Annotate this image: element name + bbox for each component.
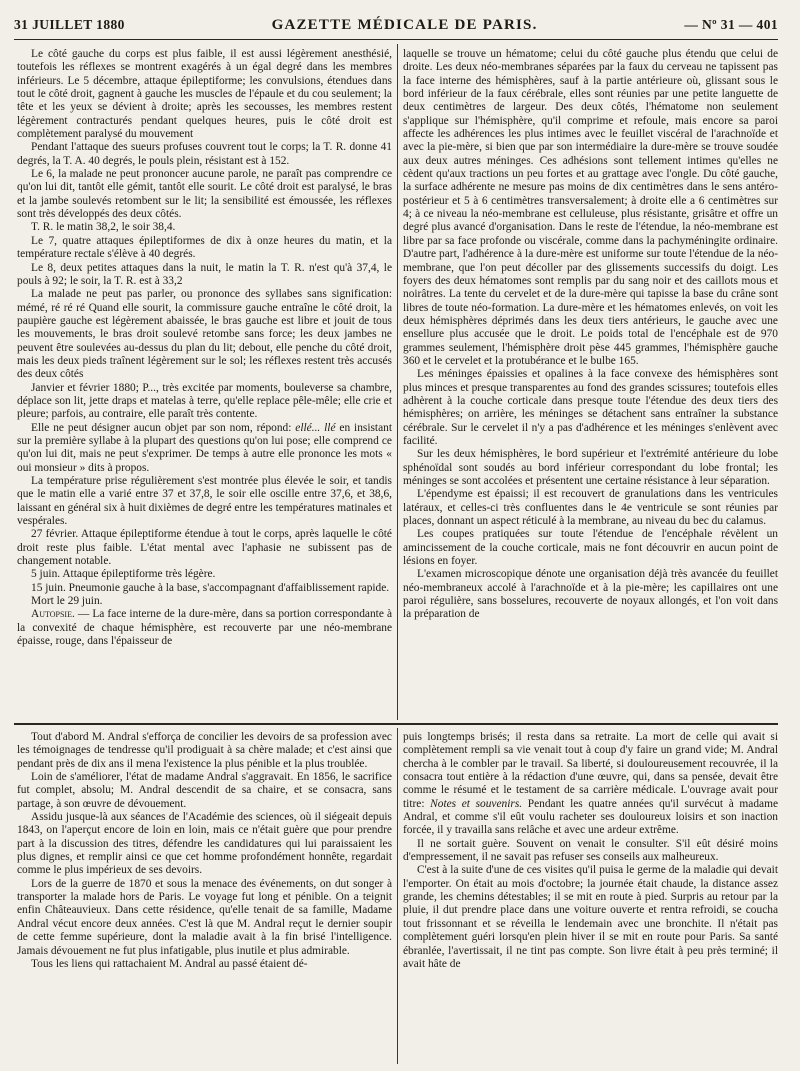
paragraph: Tous les liens qui rattachaient M. Andral au passé étaient dé- — [31, 957, 308, 970]
column-top-right — [403, 48, 778, 716]
paragraph: Janvier et février 1880; P..., très excitée par moments, bouleverse sa chambre, déplace son lit, jette draps et matelas à terre, qu'elle replace pêle-mêle; elle crie et pleure; parfois, au contraire, elle paraît très contente. — [17, 381, 392, 421]
text-span: puis longtemps brisés; il resta dans sa retraite. La mort de celle qui avait si complètement rempli sa vie venait tout à coup d'y faire un grand vide; M. Andral chercha à le combler par le travail. Sa liberté, si douloureusement recouvrée, il la consacra tout entière à la rédaction d'une œuvre, qui, dans sa pensée, devait être comme le résumé et le testament de sa carrière médicale. L'ouvrage avait pour titre: — [403, 731, 778, 810]
paragraph: laquelle se trouve un hématome; celui du côté gauche plus étendu que celui de droite. Les deux néo-membranes séparées par la faux du cerveau ne tapissent pas la face interne des hémisphères, sauf à la partie antérieure où, glissant sous le bord inférieur de la faux cérébrale, elles sont réunies par une petite languette de deux centimètres de largeur. Des deux côtés, l'hématome non seulement s'applique sur l'hémisphère, qu'il comprime et refoule, mais encore sa paroi affecte les adhérences les plus intimes avec le feuillet viscéral de l'arachnoïde et avec la pie-mère, si bien que par son intermédiaire la dure-mère se trouve soudée aux deux autres méninges. Ces adhésions sont tellement intimes qu'elles ne cèdent qu'aux tractions un peu fortes et au grattage avec l'ongle. Du côté gauche, la surface adhérente ne mesure pas moins de dix centimètres dans le sens antéro-postérieur et 5 à 6 centimètres transversalement; à droite elle a 6 centimètres sur 4; à ce niveau la néo-membrane est celluleuse, plus résistante, grisâtre et offre un degré plus avancé d'organisation. Dans le reste de l'étendue, la néo-membrane est libre par sa face profonde ou viscérale, comme dans la pachyméningite ordinaire. D'autre part, l'adhérence à la dure-mère est uniforme sur toute l'étendue de la néo-membrane, que l'on peut décoller par des glissements successifs du doigt. Les foyers des deux hématomes sont remplis par du sang noir et des caillots mous et noirâtres. La tente du cervelet et de la dure-mère qui tapisse la base du crâne sont libres de toute néo-formation. La dure-mère et les hématomes enlevés, on voit les deux hémisphères déprimés dans les deux tiers antérieurs, le gauche avec une ensellure plus accusée que le droit. Le poids total de l'encéphale est de 970 grammes seulement, l'hémisphère droit pèse 445 grammes, l'hémisphère gauche 360 et le cervelet et la protubérance et le bulbe 165. — [403, 48, 778, 367]
paragraph: Pendant l'attaque des sueurs profuses couvrent tout le corps; la T. R. donne 41 degrés, la T. A. 40 degrés, le pouls plein, résistant est à 152. — [17, 141, 392, 167]
paragraph: Lors de la guerre de 1870 et sous la menace des événements, on dut songer à transporter la malade hors de Paris. Le voyage fut long et pénible. On a teignit enfin Châteauvieux. Dans cette résidence, qu'elle tenait de sa famille, Madame Andral vécut encore deux années. C'est là que M. Andral reçut le dernier soupir de cette femme supérieure, dont la maladie avait à la fin brisé l'intelligence. Jamais dévouement ne fut plus infatigable, plus inutile et plus admirable. — [17, 877, 392, 957]
paragraph: Mort le 29 juin. — [31, 595, 103, 608]
book-title: Notes et souvenirs. — [430, 797, 523, 810]
paragraph: Le côté gauche du corps est plus faible, il est aussi légèrement anesthésié, toutefois les réflexes se montrent exagérés à un égal degré dans les membres inférieurs. Le 5 décembre, attaque épileptiforme; les convulsions, étendues dans tout le côté droit, gagnent à gauche les muscles de l'épaule et du cou seulement; la tête et les yeux se dévient à droite; après les secousses, les membres restent légèrement contracturés pendant quelques heures, puis le côté droit est complètement paralysé du mouvement — [17, 48, 392, 141]
paragraph: T. R. le matin 38,2, le soir 38,4. — [31, 221, 176, 234]
section-head: Autopsie. — [31, 608, 75, 621]
issue-date: 31 JUILLET 1880 — [14, 17, 125, 32]
quoted-speech: ellé... llé — [295, 421, 336, 434]
paragraph: Loin de s'améliorer, l'état de madame Andral s'aggravait. En 1856, le sacrifice fut complet, absolu; M. Andral descendit de sa chaire, et se consacra, sans partage, à son œuvre de dévouement. — [17, 771, 392, 810]
column-divider — [397, 728, 398, 1064]
paragraph: C'est à la suite d'une de ces visites qu'il puisa le germe de la maladie qui devait l'emporter. On était au mois d'octobre; la journée était chaude, la distance assez grande, les chemins détestables; il se mit en route à pied. Surpris au retour par la pluie, il dut prendre place dans une voiture ouverte et rentra refroidi, se coucha tout frissonnant et se réveilla le lendemain avec une bronchite. Il n'était pas complètement guéri lorsqu'en plein hiver il se mit en route pour Paris. Sa santé ébranlée, l'avertissait, il ne tint pas compte. Son livre était à peu près terminé; il avait hâte de — [403, 864, 778, 970]
paragraph — [17, 422, 392, 475]
paragraph: Il ne sortait guère. Souvent on venait le consulter. S'il eût désiré moins d'empressement, il ne savait pas refuser ses conseils aux malheureux. — [403, 837, 778, 864]
column-bottom-left — [17, 731, 392, 1061]
paragraph: Sur les deux hémisphères, le bord supérieur et l'extrémité antérieure du lobe sphénoïdal sont soudés au bord inférieur correspondant du lobe frontal; les méninges se sont accolées et présentent une certaine résistance à leur séparation. — [403, 448, 778, 487]
issue-page-number: — Nº 31 — 401 — [684, 17, 778, 32]
paragraph: 15 juin. Pneumonie gauche à la base, s'accompagnant d'affaiblissement rapide. — [31, 581, 390, 594]
paragraph: Les coupes pratiquées sur toute l'étendue de l'encéphale révèlent un amincissement de la couche corticale, mais ne font découvrir en aucun point de lésions en foyer. — [403, 528, 778, 568]
paragraph: Le 6, la malade ne peut prononcer aucune parole, ne paraît pas comprendre ce qu'on lui dit, tantôt elle gémit, tantôt elle sourit. Le côté droit est paralysé, le bras et la jambe soulevés retombent sur le lit; la sensibilité est émoussée, les réflexes sont très développés des deux côtés. — [17, 168, 392, 221]
paragraph: Tout d'abord M. Andral s'efforça de concilier les devoirs de sa profession avec les témoignages de tendresse qu'il prodiguait à sa chère malade; et c'est ainsi que pendant près de dix ans il mena l'existence la plus pénible et la plus troublée. — [17, 731, 392, 770]
paragraph: La malade ne peut pas parler, ou prononce des syllabes sans signification: mémé, ré ré ré Quand elle sourit, la commissure gauche entraîne le côté droit, la paupière gauche est légèrement abaissée, le bras gauche est libre et jouit de tous les mouvements, le bras droit soulevé retombe sans force; les deux jambes ne peuvent être soulevées au-dessus du plan du lit; debout, elle penche du côté droit, mais les deux pieds traînent légèrement sur le sol; les réflexes restent très accusés des deux côtés — [17, 288, 392, 381]
text-span: Elle ne peut désigner aucun objet par son nom, répond: — [31, 421, 296, 434]
paragraph: Les méninges épaissies et opalines à la face convexe des hémisphères sont plus minces et presque transparentes au fond des grandes scissures; toutefois elles adhèrent à la couche corticale dans presque toute l'étendue des deux tiers des hémisphères; on arrière, les méninges se détachent sans entraîner la substance cérébrale. Sur le cervelet il n'y a pas d'adhérence et les méninges s'enlèvent avec facilité. — [403, 368, 778, 447]
column-top-left — [17, 48, 392, 716]
paragraph: L'épendyme est épaissi; il est recouvert de granulations dans les ventricules latéraux, et celles-ci très confluentes dans le 4e ventricule se sont réunies par places, donnant un aspect réticulé à la membrane, au niveau du bec du calamus. — [403, 488, 778, 528]
paragraph — [403, 731, 778, 838]
text-span: Pendant les quatre années qu'il survécut à madame Andral, et comme s'il eût voulu racheter ses douloureux loisirs et son inaction forcée, il y travailla sans relâche et avec une ardeur extrême. — [403, 797, 778, 837]
paragraph: Le 7, quatre attaques épileptiformes de dix à onze heures du matin, et la température rectale s'élève à 40 degrés. — [17, 234, 392, 261]
paragraph: Le 8, deux petites attaques dans la nuit, le matin la T. R. n'est qu'à 37,4, le pouls à 92; le soir, la T. R. est à 33,2 — [17, 261, 392, 287]
paragraph: La température prise régulièrement s'est montrée plus élevée le soir, et tandis que le matin elle a varié entre 37 et 37,8, le soir elle oscille entre 37,6, et 38,6, laissant en général six à huit dixièmes de degré entre les températures matinales et vespérales. — [17, 475, 392, 528]
paragraph: 27 février. Attaque épileptiforme étendue à tout le corps, après laquelle le côté droit reste plus faible. L'état mental avec l'aphasie ne subissent pas de changement notable. — [17, 528, 392, 568]
paragraph: L'examen microscopique dénote une organisation déjà très avancée du feuillet néo-membraneux accolé à l'arachnoïde et à la pie-mère; les capillaires ont une paroi régulière, sans bosselures, recouverte de noyaux allongés, et l'on voit dans la préparation de — [403, 568, 778, 621]
paragraph: 5 juin. Attaque épileptiforme très légère. — [31, 568, 216, 581]
paragraph: Assidu jusque-là aux séances de l'Académie des sciences, où il siégeait depuis 1843, on l'aperçut encore de loin en loin, mais ce n'était guère que pour prendre part à la discussion des titres, défendre les candidatures qui lui paraissaient les plus dignes, et remplir ainsi ce que cet homme profondément honnête, regardait comme le plus impérieux de ses devoirs. — [17, 811, 392, 877]
page-header — [14, 14, 778, 36]
column-bottom-right — [403, 731, 778, 1061]
paragraph — [17, 608, 392, 648]
text-span: — La face interne de la dure-mère, dans sa portion correspondante à la convexité de chaque hémisphère, est recouverte par une néo-membrane épaisse, rouge, dans l'épaisseur de — [17, 608, 392, 648]
text-span: en insistant sur la première syllabe à la plupart des questions qu'on lui pose; elle comprend ce qu'on lui dit, mais ne peut s'exprimer. De temps à autre elle prononce les mots « oui monsieur » dits à propos. — [17, 421, 392, 474]
header-rule — [14, 39, 778, 40]
journal-title: GAZETTE MÉDICALE DE PARIS. — [271, 16, 538, 33]
section-separator — [14, 723, 778, 725]
column-divider — [397, 44, 398, 720]
